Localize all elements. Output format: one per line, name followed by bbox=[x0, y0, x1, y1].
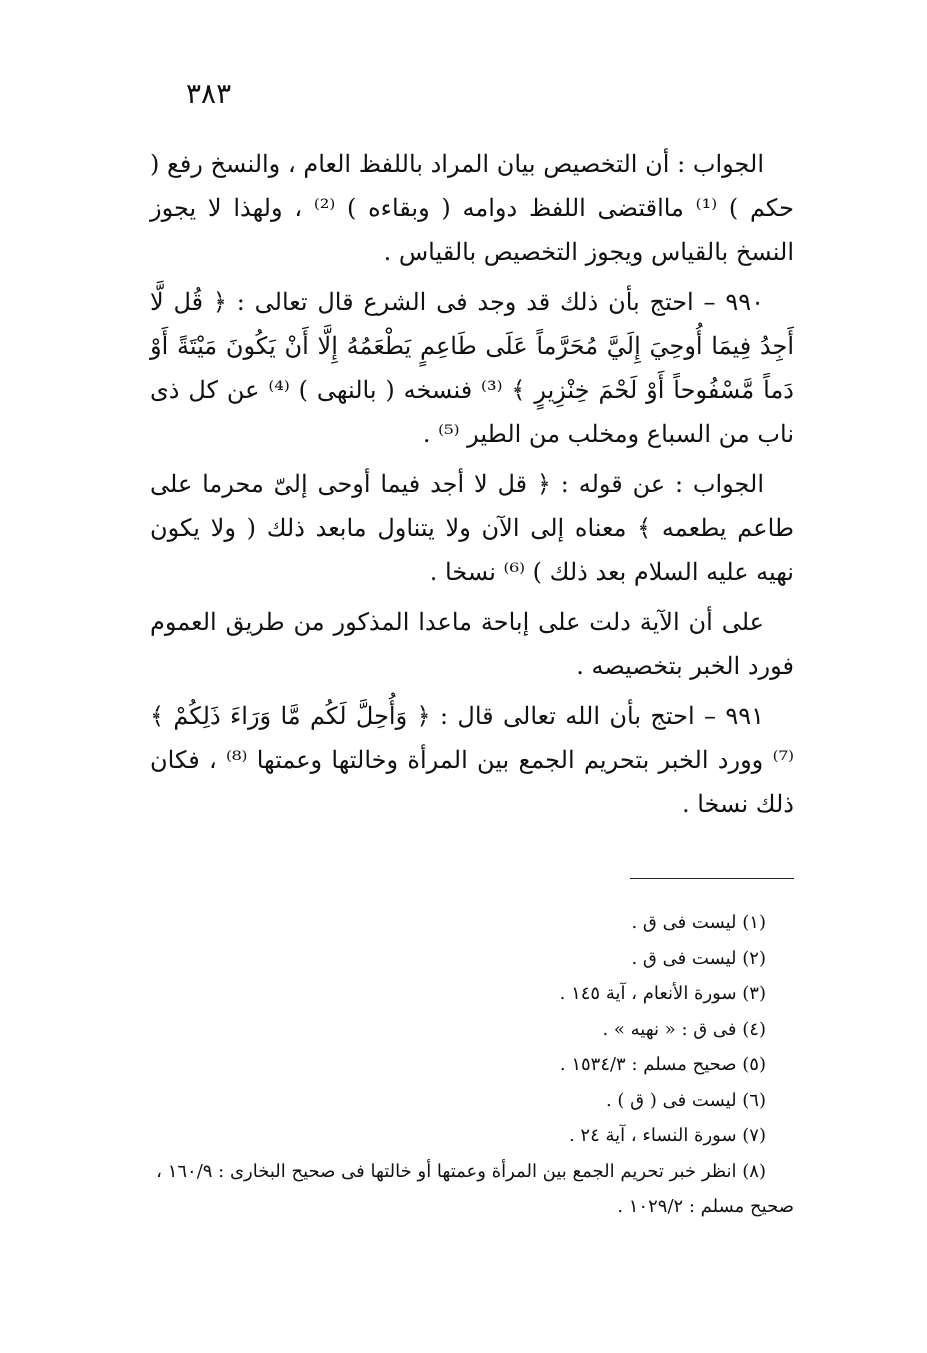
footnote-divider bbox=[630, 878, 794, 879]
paragraph-verse-note: على أن الآية دلت على إباحة ماعدا المذكور من طريق العموم فورد الخبر بتخصيصه . bbox=[150, 608, 794, 680]
paragraph-answer-2: الجواب : عن قوله : ﴿ قل لا أجد فيما أوحى إلىّ محرما على طاعم يطعمه ﴾ معناه إلى الآن ولا يتناول مابعد ذلك ( ولا يكون نهيه عليه السلام بعد ذلك ) ⁽⁶⁾ نسخا . bbox=[150, 470, 794, 586]
paragraph-990: ٩٩٠ – احتج بأن ذلك قد وجد فى الشرع قال تعالى : ﴿ قُل لَّا أَجِدُ فِيمَا أُوحِيَ إِلَيَّ مُحَرَّماً عَلَى طَاعِمٍ يَطْعَمُهُ إِلَّا أَنْ يَكُونَ مَيْتَةً أَوْ دَماً مَّسْفُوحاً أَوْ لَحْمَ خِنْزِيرٍ ﴾ ⁽³⁾ فنسخه ( بالنهى ) ⁽⁴⁾ عن كل ذى ناب من السباع ومخلب من الطير ⁽⁵⁾ . bbox=[150, 288, 794, 448]
footnote-1: (١) ليست فى ق . bbox=[631, 912, 766, 933]
page-number: ٣٨٣ bbox=[186, 77, 232, 110]
footnote-5: (٥) صحيح مسلم : ١٥٣٤/٣ . bbox=[559, 1054, 766, 1075]
paragraph-991: ٩٩١ – احتج بأن الله تعالى قال : ﴿ وَأُحِلَّ لَكُم مَّا وَرَاءَ ذَلِكُمْ ﴾ ⁽⁷⁾ وورد الخبر بتحريم الجمع بين المرأة وخالتها وعمتها ⁽⁸⁾ ، فكان ذلك نسخا . bbox=[150, 702, 794, 818]
main-text bbox=[150, 142, 794, 832]
footnote-6: (٦) ليست فى ( ق ) . bbox=[605, 1089, 766, 1111]
footnote-4: (٤) فى ق : « نهيه » . bbox=[602, 1018, 766, 1040]
footnote-8: (٨) انظر خبر تحريم الجمع بين المرأة وعمتها أو خالتها فى صحيح البخارى : ١٦٠/٩ ، صحيح مسلم : ١٠٢٩/٢ . bbox=[156, 1160, 794, 1217]
footnotes bbox=[140, 905, 794, 1225]
paragraph-answer-1: الجواب : أن التخصيص بيان المراد باللفظ العام ، والنسخ رفع ( حكم ) ⁽¹⁾ مااقتضى اللفظ دوامه ( وبقاءه ) ⁽²⁾ ، ولهذا لا يجوز النسخ بالقياس ويجوز التخصيص بالقياس . bbox=[150, 150, 795, 266]
footnote-7: (٧) سورة النساء ، آية ٢٤ . bbox=[568, 1125, 766, 1146]
footnote-3: (٣) سورة الأنعام ، آية ١٤٥ . bbox=[559, 983, 766, 1004]
footnote-2: (٢) ليست فى ق . bbox=[631, 947, 766, 969]
